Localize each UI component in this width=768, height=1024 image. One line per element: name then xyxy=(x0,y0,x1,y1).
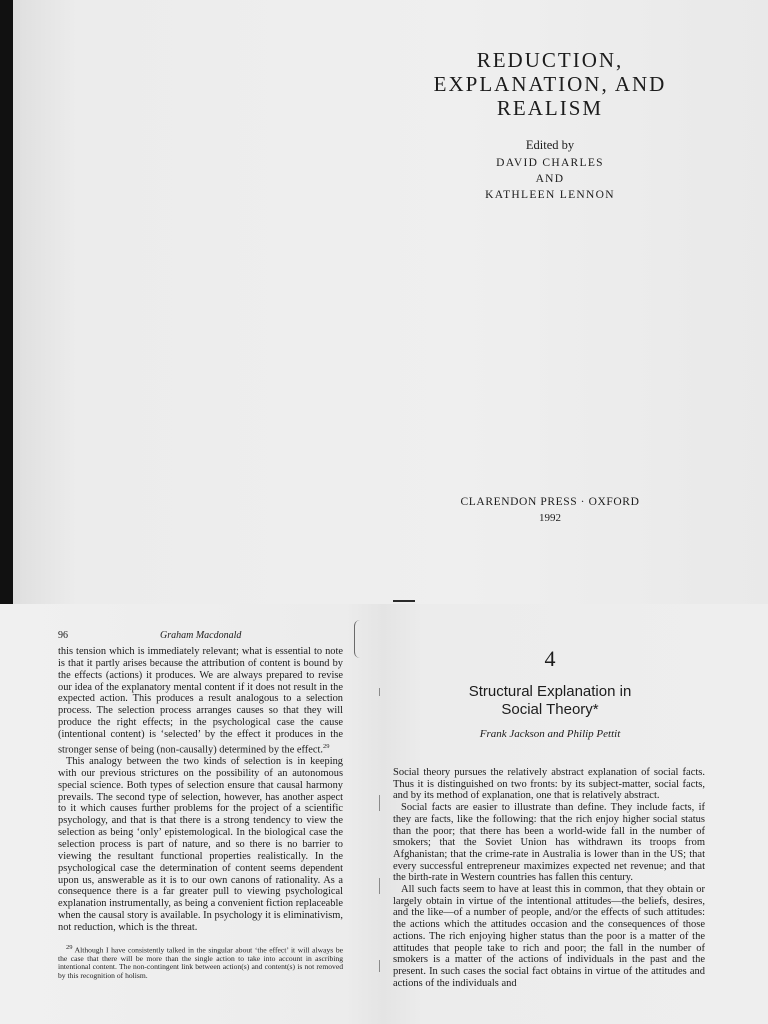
left-page xyxy=(58,630,343,981)
book-title xyxy=(380,48,720,120)
gutter-bracket xyxy=(354,620,360,658)
publisher-imprint: CLARENDON PRESS · OXFORD xyxy=(460,496,640,508)
page-edge-mark xyxy=(393,600,415,602)
body-paragraph: Social facts are easier to illustrate than define. They include facts, if they are facts, like the following: that the rich enjoy higher social status than the poor; that there has been a world-wide fall in the number of smokers; that the Soviet Union has withdrawn its troops from Afghanistan; that the crime-rate in Australia is lower than in the US; that every successful entrepreneur maximizes expected net revenue; and that the birth-rate in Western countries has fallen this century. xyxy=(393,802,705,884)
editor-name-2: KATHLEEN LENNON xyxy=(485,189,615,201)
book-spine-shadow xyxy=(0,0,13,604)
chapter-title xyxy=(380,683,720,719)
gutter-tick xyxy=(379,878,380,894)
editor-name-1: DAVID CHARLES xyxy=(496,157,604,169)
gutter-tick xyxy=(379,795,380,811)
chapter-number: 4 xyxy=(544,646,556,671)
body-paragraph: All such facts seem to have at least this in common, that they obtain or largely obtain in virtue of the intentional attitudes—the beliefs, desires, and the like—of a number of people, and/or the effects of such attitudes: the actions which the attitudes occasion and the consequences of those actions. The rich enjoying higher status than the poor is a matter of the attitudes that people take to rich and poor; the fall in the number of smokers is a matter of the actions of individuals in the past and the present. In such cases the social fact obtains in virtue of the attitudes and actions of the individuals and xyxy=(393,884,705,989)
book-title-line-3: REALISM xyxy=(496,96,604,120)
publication-year: 1992 xyxy=(539,512,561,524)
right-page xyxy=(393,767,705,989)
page-number: 96 xyxy=(58,630,68,641)
footnote xyxy=(58,944,343,981)
chapter-title-line-1: Structural Explanation in xyxy=(468,683,632,700)
footnote-text: Although I have consistently talked in the singular about ‘the effect’ it will always be the case that there will be more than the single action to take into account in ascribing intentional content. The non-contingent link between action(s) and content(s) is not removed by this recognition of holism. xyxy=(58,945,343,981)
body-paragraph-text: this tension which is immediately relevant; what is essential to note is that it partly arises because the attribution of content is bound by the effects (actions) it produces. We are always prepared to revise our idea of the explanatory mental content if it does not result in the expected action. This produces a result analogous to a selection process. The selection process arranges causes so that they will produce the right effects; in the psychological case the cause (intentional content) is ‘selected’ by the effect it produces in the stronger sense of being (non-causally) determined by the effect. xyxy=(58,646,343,756)
book-title-line-1: REDUCTION, xyxy=(476,48,624,72)
footnote-reference: 29 xyxy=(322,742,330,750)
gutter-tick xyxy=(379,960,380,972)
chapter-authors: Frank Jackson and Philip Pettit xyxy=(479,728,621,740)
body-paragraph: Social theory pursues the relatively abstract explanation of social facts. Thus it is distinguished on two fronts: by its subject-matter, social facts, and by its method of explanation, one that is relatively abstract. xyxy=(393,767,705,802)
edited-by-label: Edited by xyxy=(525,138,575,152)
book-title-line-2: EXPLANATION, AND xyxy=(433,72,667,96)
running-head-author: Graham Macdonald xyxy=(160,630,242,641)
footnote-number: 29 xyxy=(66,943,73,951)
editor-conjunction: AND xyxy=(535,173,565,185)
body-paragraph: This analogy between the two kinds of selection is in keeping with our previous strictures on the possibility of an autonomous special science. Both types of selection ensure that causal harmony prevails. The second type of selection, however, has another aspect to it which causes further problems for the project of a scientific psychology, and that is that there is a strong tendency to view the selection as being ‘only’ epistemological. In the biological case the selection process is part of nature, and so there is no barrier to viewing the resultant functional properties realistically. In the psychological case the determination of content seems dependent upon us, answerable as it is to our own canons of rationality. As a consequence there is a far greater pull to viewing psychological explanation instrumentally, as being a convenient fiction replaceable when the causal story is available. In psychology it is eliminativism, not reduction, which is the threat. xyxy=(58,756,343,933)
body-paragraph xyxy=(58,646,343,756)
chapter-title-line-2: Social Theory* xyxy=(501,701,599,718)
running-head xyxy=(58,630,343,646)
